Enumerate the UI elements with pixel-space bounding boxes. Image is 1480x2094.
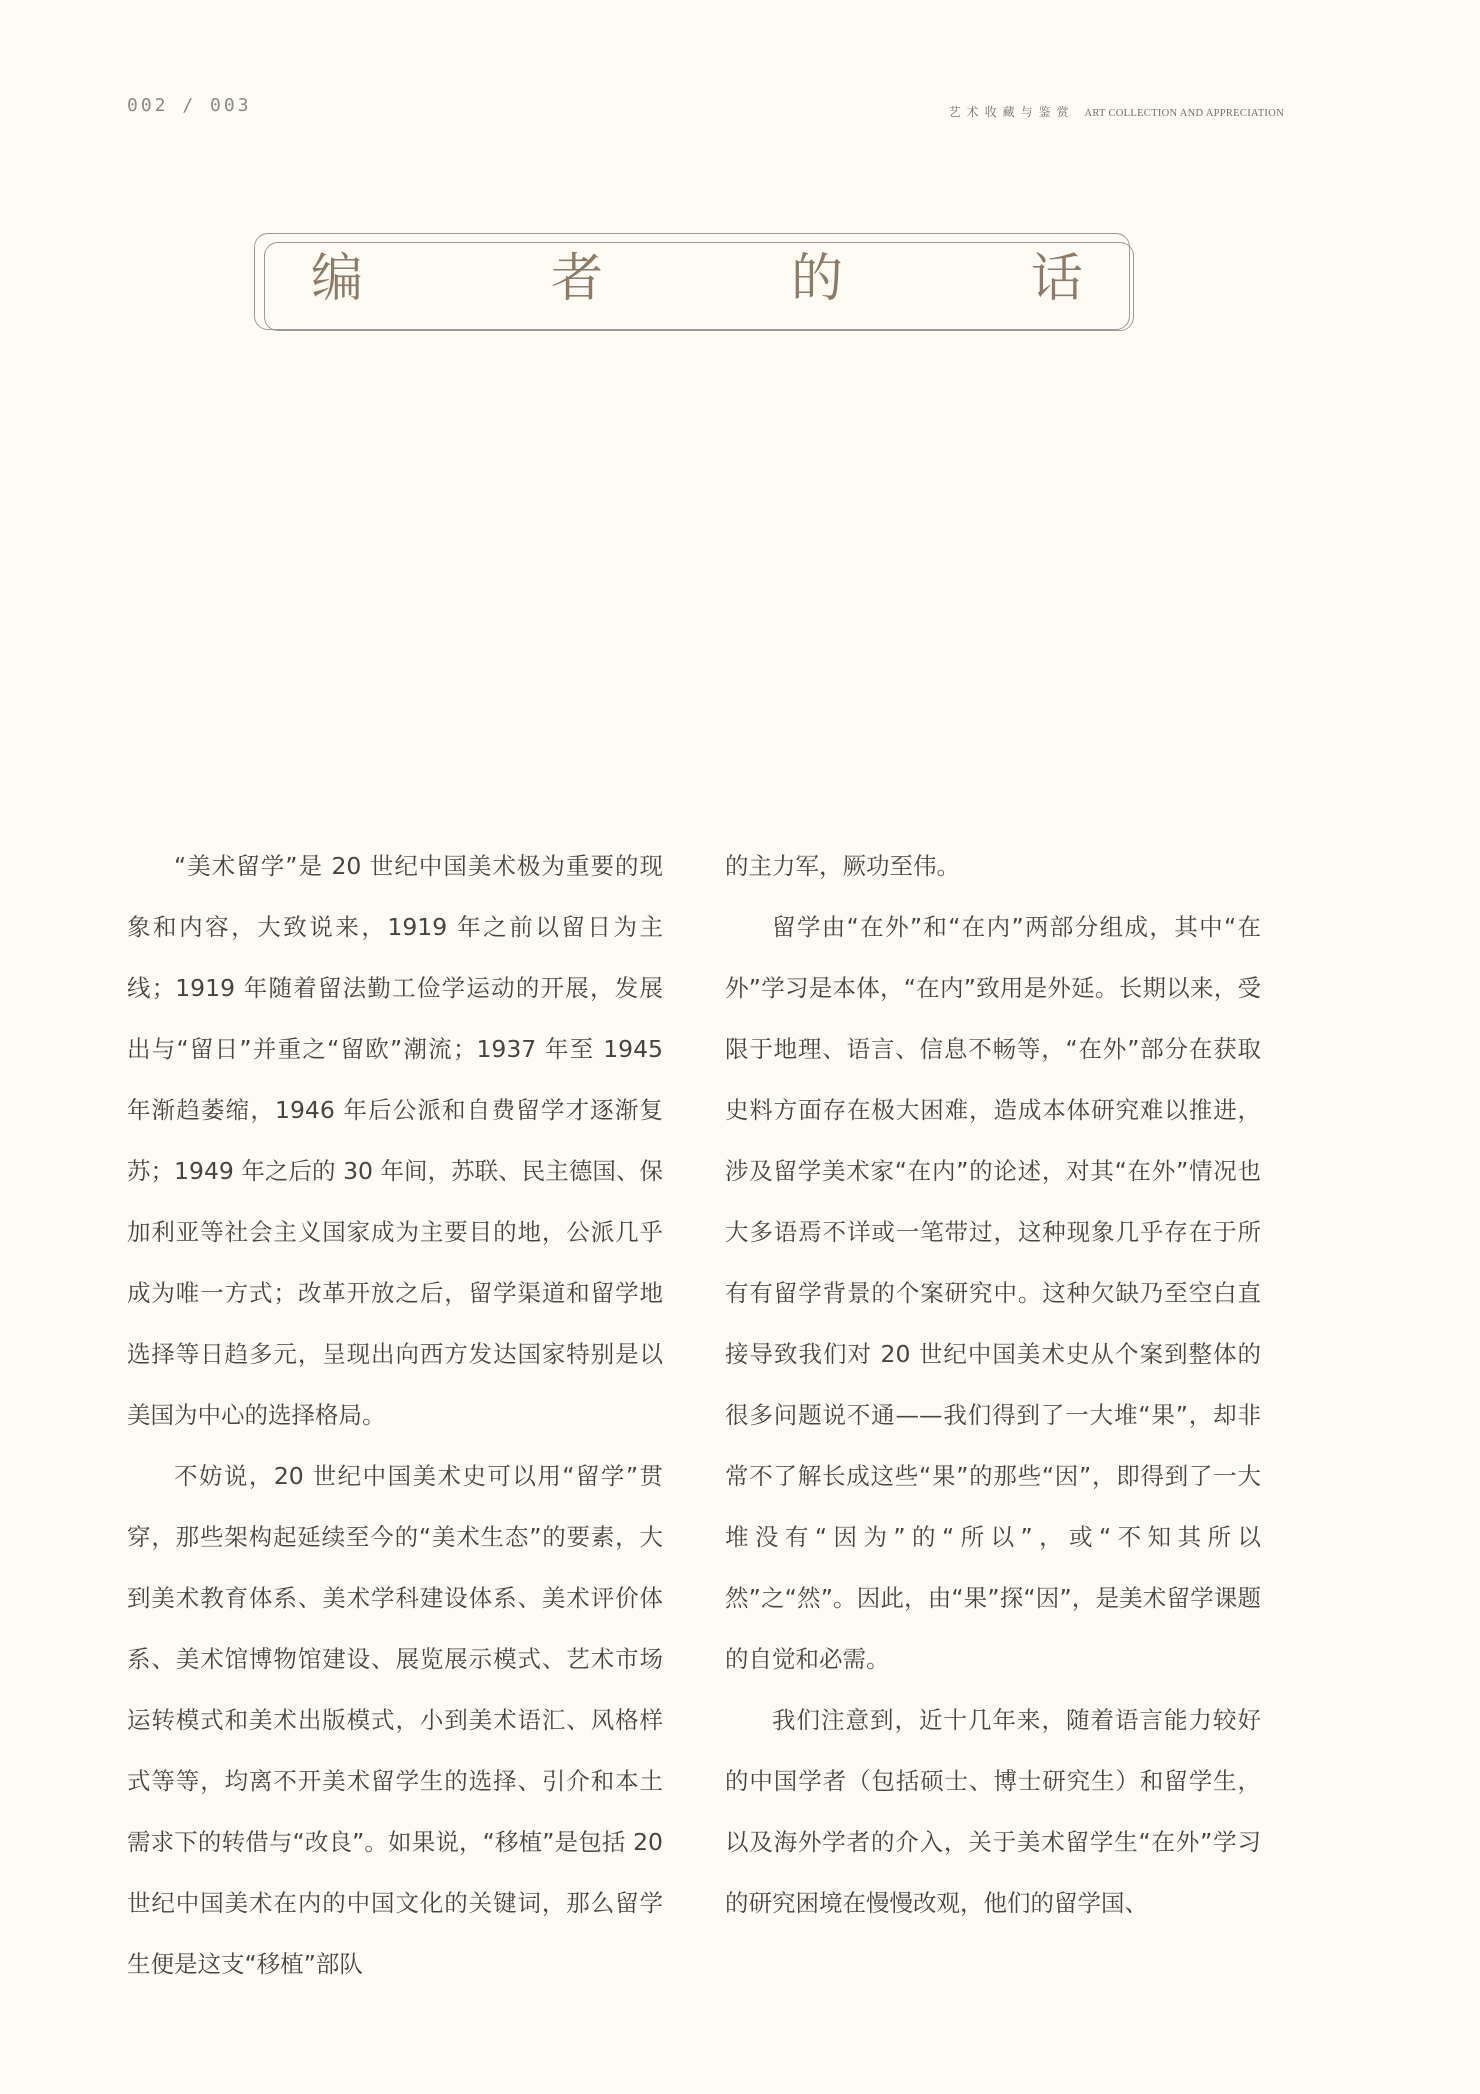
page-numbers: 002 / 003 xyxy=(127,95,252,116)
section-title-char: 编 xyxy=(310,249,363,309)
body-paragraph: 不妨说，20 世纪中国美术史可以用“留学”贯穿，那些架构起延续至今的“美术生态”的要素，大到美术教育体系、美术学科建设体系、美术评价体系、美术馆博物馆建设、展览展示模式、艺术市场运转模式和美术出版模式，小到美术语汇、风格样式等等，均离不开美术留学生的选择、引介和本土需求下的转借与“改良”。如果说，“移植”是包括 20 世纪中国美术在内的中国文化的关键词，那么留学生便是这支“移植”部队 xyxy=(127,1462,663,1978)
body-column-right xyxy=(725,836,1261,1934)
section-title-frame xyxy=(254,233,1132,325)
section-title-char: 者 xyxy=(550,249,603,309)
body-column-left xyxy=(127,836,663,1995)
magazine-title-cn: 艺术收藏与鉴赏 xyxy=(948,105,1075,119)
section-title xyxy=(307,249,1087,309)
body-paragraph-continuation: 的主力军，厥功至伟。 xyxy=(725,852,960,880)
section-title-char: 的 xyxy=(790,249,843,309)
magazine-title-en: ART COLLECTION AND APPRECIATION xyxy=(1084,108,1284,119)
section-title-char: 话 xyxy=(1030,249,1083,309)
running-header xyxy=(949,103,1284,120)
body-paragraph: 留学由“在外”和“在内”两部分组成，其中“在外”学习是本体，“在内”致用是外延。长期以来，受限于地理、语言、信息不畅等，“在外”部分在获取史料方面存在极大困难，造成本体研究难以推进，涉及留学美术家“在内”的论述，对其“在外”情况也大多语焉不详或一笔带过，这种现象几乎存在于所有有留学背景的个案研究中。这种欠缺乃至空白直接导致我们对 20 世纪中国美术史从个案到整体的很多问题说不通——我们得到了一大堆“果”，却非常不了解长成这些“果”的那些“因”，即得到了一大堆没有“因为”的“所以”，或“不知其所以然”之“然”。因此，由“果”探“因”，是美术留学课题的自觉和必需。 xyxy=(725,913,1261,1673)
body-paragraph: “美术留学”是 20 世纪中国美术极为重要的现象和内容，大致说来，1919 年之前以留日为主线；1919 年随着留法勤工俭学运动的开展，发展出与“留日”并重之“留欧”潮流；1937 年至 1945 年渐趋萎缩，1946 年后公派和自费留学才逐渐复苏；1949 年之后的 30 年间，苏联、民主德国、保加利亚等社会主义国家成为主要目的地，公派几乎成为唯一方式；改革开放之后，留学渠道和留学地选择等日趋多元，呈现出向西方发达国家特别是以美国为中心的选择格局。 xyxy=(127,852,663,1429)
body-paragraph: 我们注意到，近十几年来，随着语言能力较好的中国学者（包括硕士、博士研究生）和留学生，以及海外学者的介入，关于美术留学生“在外”学习的研究困境在慢慢改观，他们的留学国、 xyxy=(725,1706,1261,1917)
